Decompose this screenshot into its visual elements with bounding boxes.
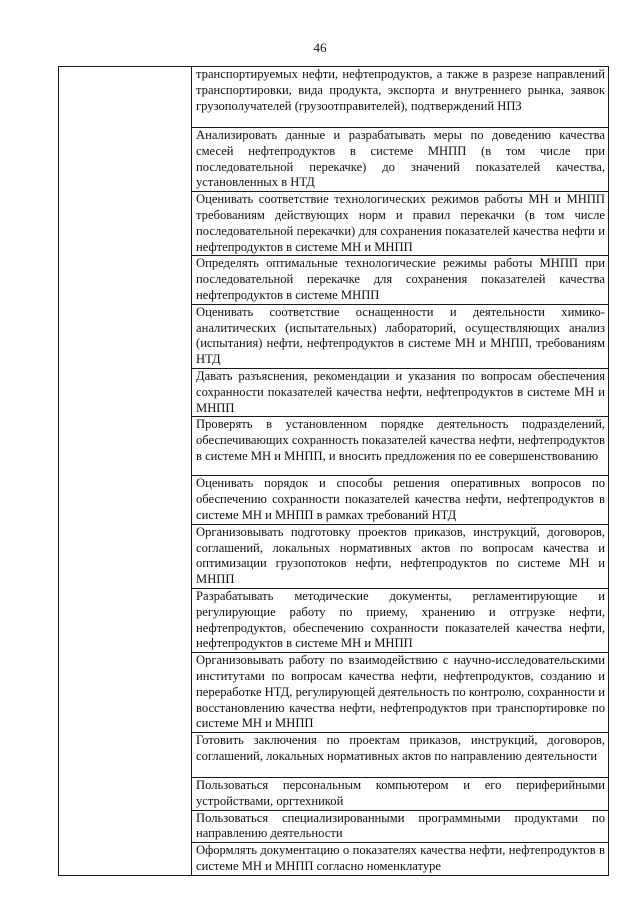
table-cell: транспортируемых нефти, нефтепродуктов, а также в разрезе направлений транспортировки, вида продукта, экспорта и внутреннего рынка, заявок грузополучателей (грузоотправителей), подтверждений НПЗ — [192, 67, 609, 128]
table-cell: Оформлять документацию о показателях качества нефти, нефтепродуктов в системе МН и МНПП согласно номенклатуре — [192, 843, 609, 876]
page-number: 46 — [313, 40, 327, 55]
table-cell: Пользоваться специализированными программными продуктами по направлению деятельности — [192, 810, 609, 843]
table-cell: Оценивать соответствие оснащенности и деятельности химико-аналитических (испытательных) лабораторий, осуществляющих анализ (испытания) нефти, нефтепродуктов в системе МН и МНПП, требованиям НТД — [192, 304, 609, 368]
table-cell: Пользоваться персональным компьютером и его периферийными устройствами, оргтехникой — [192, 778, 609, 811]
table-cell: Организовывать работу по взаимодействию с научно-исследовательскими институтами по вопросам качества нефти, нефтепродуктов, созданию и переработке НТД, регулирующей деятельность по контролю, сохранности и восстановлению качества нефти, нефтепродуктов при транспортировке по системе МН и МНПП — [192, 653, 609, 733]
table-cell: Проверять в установленном порядке деятельность подразделений, обеспечивающих сохранность показателей качества нефти, нефтепродуктов в системе МН и МНПП, и вносить предложения по ее совершенствованию — [192, 417, 609, 476]
table-cell: Оценивать порядок и способы решения оперативных вопросов по обеспечению сохранности показателей качества нефти, нефтепродуктов в системе МН и МНПП в рамках требований НТД — [192, 476, 609, 524]
empty-left-cell — [59, 67, 192, 876]
table-cell: Организовывать подготовку проектов приказов, инструкций, договоров, соглашений, локальных нормативных актов по вопросам качества и оптимизации грузопотоков нефти, нефтепродуктов по системе МН и МНПП — [192, 524, 609, 588]
table-cell: Готовить заключения по проектам приказов, инструкций, договоров, соглашений, локальных нормативных актов по направлению деятельности — [192, 733, 609, 778]
table-cell: Разрабатывать методические документы, регламентирующие и регулирующие работу по приему, хранению и отгрузке нефти, нефтепродуктов, обеспечению сохранности показателей качества нефти, нефтепродуктов в системе МН и МНПП — [192, 588, 609, 652]
table-cell: Давать разъяснения, рекомендации и указания по вопросам обеспечения сохранности показателей качества нефти, нефтепродуктов в системе МН и МНПП — [192, 368, 609, 416]
table-cell: Определять оптимальные технологические режимы работы МНПП при последовательной перекачке для сохранения показателей качества нефтепродуктов в системе МНПП — [192, 256, 609, 304]
table-cell: Анализировать данные и разрабатывать меры по доведению качества смесей нефтепродуктов в системе МНПП (в том числе при последовательной перекачке) до значений показателей качества, установленных в НТД — [192, 128, 609, 192]
skills-table — [58, 66, 609, 876]
table-cell: Оценивать соответствие технологических режимов работы МН и МНПП требованиям действующих норм и правил перекачки (в том числе последовательной перекачки) для сохранения показателей качества нефти и нефтепродуктов в системе МН и МНПП — [192, 192, 609, 256]
table-row — [59, 67, 609, 128]
